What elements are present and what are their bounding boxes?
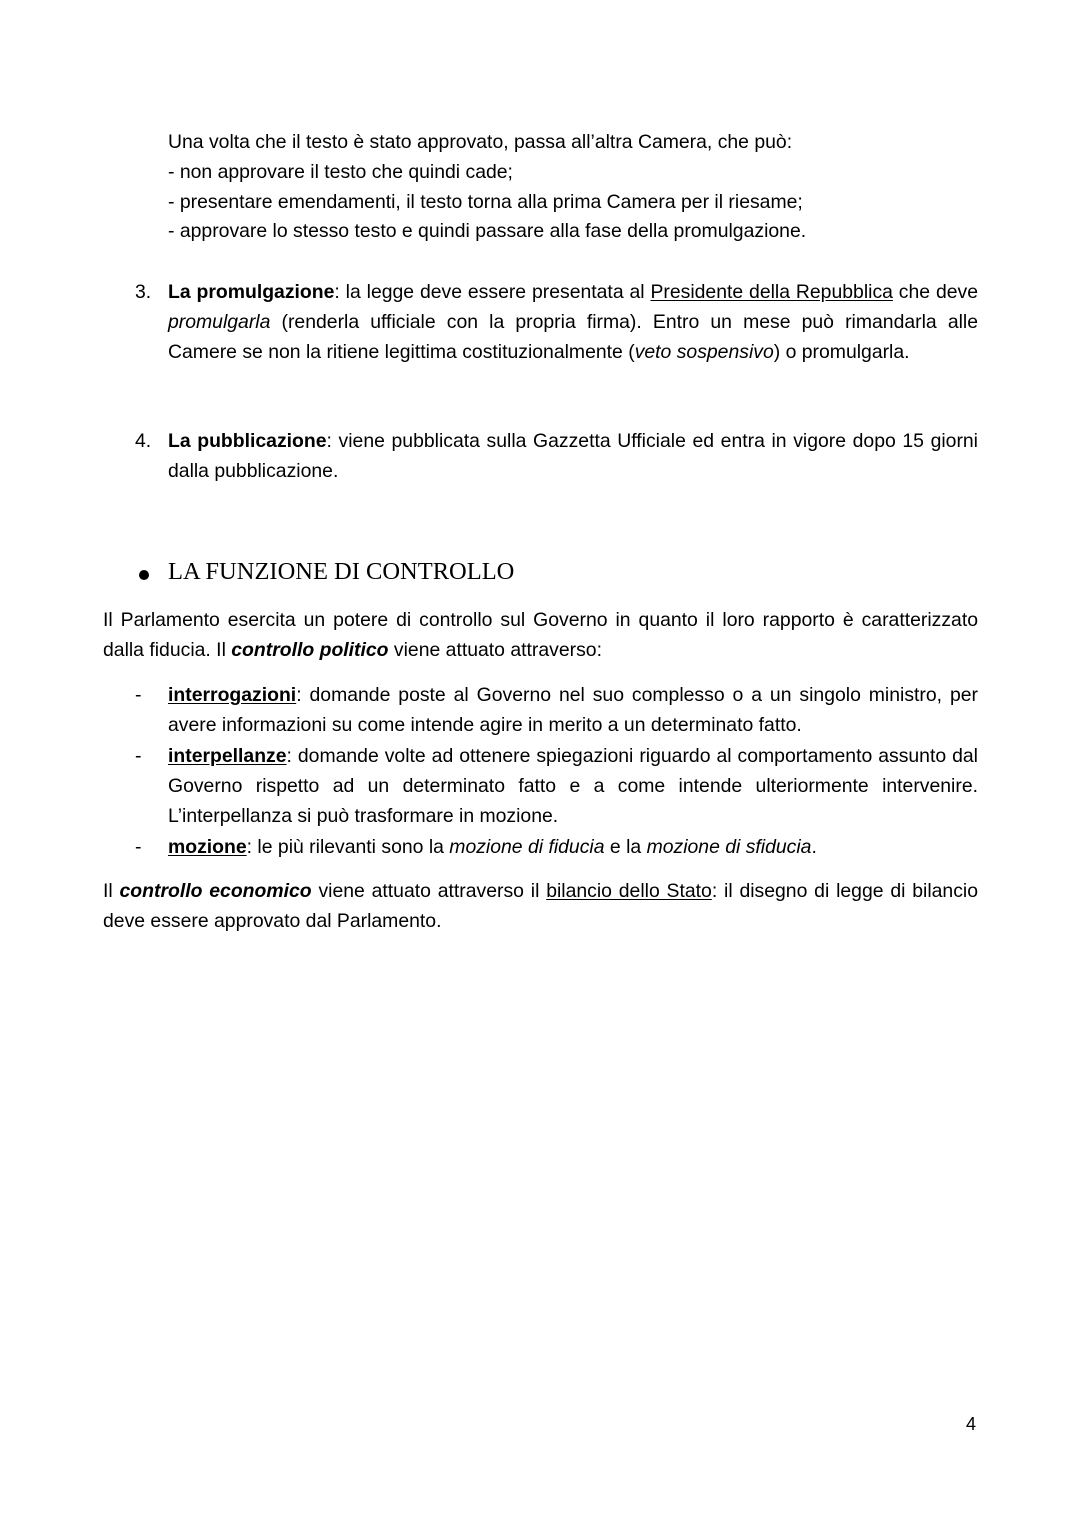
intro-paragraph [168, 128, 978, 247]
list-number: 4. [135, 430, 152, 452]
step-title: La pubblicazione [168, 430, 327, 452]
list-item: interrogazioni: domande poste al Governo nel suo complesso o a un singolo ministro, per avere informazioni su come intende agire in merito a un determinato fatto. [168, 684, 978, 736]
list-number: 3. [135, 281, 152, 303]
list-item: mozione: le più rilevanti sono la mozione di fiducia e la mozione di sfiducia. [168, 836, 817, 858]
section-economic: Il controllo economico viene attuato attraverso il bilancio dello Stato: il disegno di legge di bilancio deve essere approvato dal Parlamento. [103, 880, 978, 932]
step-pubblicazione: La pubblicazione: viene pubblicata sulla Gazzetta Ufficiale ed entra in vigore dopo 15 giorni dalla pubblicazione. [168, 430, 978, 482]
term: interpellanze [168, 745, 287, 767]
term: mozione [168, 836, 247, 858]
list-item: interpellanze: domande volte ad ottenere spiegazioni riguardo al comportamento assunto dal Governo rispetto ad un determinato fatto e a come intende ulteriormente intervenire. L’interpellanza si può trasformare in mozione. [168, 745, 978, 827]
bilancio-link: bilancio dello Stato [546, 880, 712, 902]
term: interrogazioni [168, 684, 297, 706]
page-number: 4 [966, 1414, 977, 1434]
intro-option: - presentare emendamenti, il testo torna alla prima Camera per il riesame; [168, 190, 803, 213]
dash-marker: - [135, 836, 142, 858]
section-intro: Il Parlamento esercita un potere di controllo sul Governo in quanto il loro rapporto è caratterizzato dalla fiducia. Il controllo politico viene attuato attraverso: [103, 609, 978, 661]
intro-option: - non approvare il testo che quindi cade; [168, 160, 513, 183]
intro-option: - approvare lo stesso testo e quindi passare alla fase della promulgazione. [168, 220, 807, 243]
intro-lead: Una volta che il testo è stato approvato, passa all’altra Camera, che può: [168, 131, 793, 153]
dash-marker: - [135, 745, 142, 767]
presidente-link: Presidente della Repubblica [650, 281, 893, 303]
section-heading: LA FUNZIONE DI CONTROLLO [168, 558, 515, 585]
step-title: La promulgazione [168, 281, 335, 303]
step-promulgazione: La promulgazione: la legge deve essere presentata al Presidente della Repubblica che deve promulgarla (renderla ufficiale con la propria firma). Entro un mese può rimandarla alle Camere se non la ritiene legittima costituzionalmente (veto sospensivo) o promulgarla. [168, 281, 978, 363]
bullet-icon [139, 570, 149, 580]
dash-marker: - [135, 684, 142, 706]
